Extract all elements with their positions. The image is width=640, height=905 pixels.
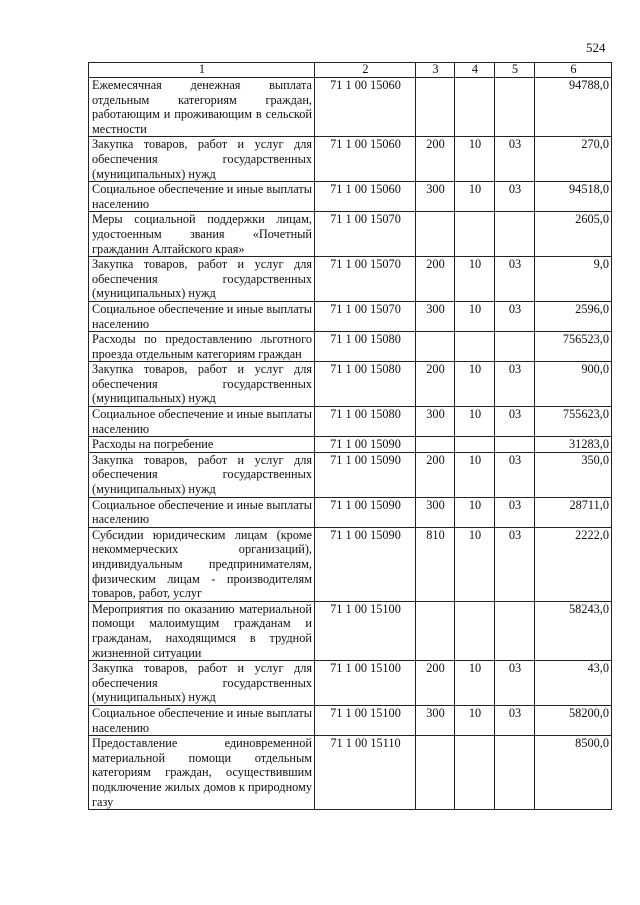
row-col-5: 03 [495, 497, 535, 527]
row-code: 71 1 00 15110 [315, 736, 416, 810]
table-row [89, 332, 612, 362]
row-col-3: 300 [416, 705, 455, 735]
row-code: 71 1 00 15090 [315, 437, 416, 453]
row-col-4: 10 [455, 452, 495, 497]
row-col-3: 200 [416, 257, 455, 302]
row-name: Субсидии юридическим лицам (кроме некоммерческих организаций), индивидуальным предпринимателям, физическим лицам - производителям товаров, работ, услуг [89, 527, 315, 601]
page-number: 524 [586, 40, 606, 55]
row-code: 71 1 00 15070 [315, 301, 416, 331]
row-code: 71 1 00 15080 [315, 407, 416, 437]
row-col-4: 10 [455, 705, 495, 735]
table-row [89, 497, 612, 527]
table-row [89, 301, 612, 331]
row-name: Предоставление единовременной материальной помощи отдельным категориям граждан, осуществившим подключение жилых домов к природному газу [89, 736, 315, 810]
table-row [89, 212, 612, 257]
row-col-4: 10 [455, 407, 495, 437]
row-code: 71 1 00 15080 [315, 362, 416, 407]
row-col-3: 300 [416, 301, 455, 331]
row-col-4: 10 [455, 497, 495, 527]
row-col-3: 200 [416, 661, 455, 706]
row-name: Социальное обеспечение и иные выплаты населению [89, 497, 315, 527]
header-col-1: 1 [89, 63, 315, 78]
header-col-6: 6 [535, 63, 612, 78]
row-col-3: 300 [416, 182, 455, 212]
row-amount: 58200,0 [535, 705, 612, 735]
row-col-5: 03 [495, 182, 535, 212]
row-name: Ежемесячная денежная выплата отдельным категориям граждан, работающим и проживающим в сельской местности [89, 78, 315, 137]
row-col-5: 03 [495, 301, 535, 331]
row-col-5: 03 [495, 705, 535, 735]
row-col-4: 10 [455, 362, 495, 407]
row-col-4: 10 [455, 661, 495, 706]
table-header [89, 63, 612, 78]
row-col-4: 10 [455, 182, 495, 212]
table-row [89, 661, 612, 706]
header-col-3: 3 [416, 63, 455, 78]
row-amount: 31283,0 [535, 437, 612, 453]
row-code: 71 1 00 15070 [315, 212, 416, 257]
table-row [89, 527, 612, 601]
table-row [89, 182, 612, 212]
row-col-4 [455, 332, 495, 362]
row-code: 71 1 00 15100 [315, 601, 416, 660]
table-row [89, 452, 612, 497]
row-col-4 [455, 601, 495, 660]
row-amount: 350,0 [535, 452, 612, 497]
row-col-4 [455, 437, 495, 453]
table-row [89, 407, 612, 437]
row-col-4: 10 [455, 301, 495, 331]
row-name: Расходы на погребение [89, 437, 315, 453]
table-row [89, 705, 612, 735]
row-name: Социальное обеспечение и иные выплаты населению [89, 182, 315, 212]
row-col-3 [416, 78, 455, 137]
header-row [89, 63, 612, 78]
row-name: Расходы по предоставлению льготного проезда отдельным категориям граждан [89, 332, 315, 362]
row-col-4: 10 [455, 257, 495, 302]
row-code: 71 1 00 15070 [315, 257, 416, 302]
table-row [89, 257, 612, 302]
header-col-2: 2 [315, 63, 416, 78]
row-col-3 [416, 212, 455, 257]
table-row [89, 437, 612, 453]
row-amount: 2605,0 [535, 212, 612, 257]
row-amount: 900,0 [535, 362, 612, 407]
row-code: 71 1 00 15060 [315, 78, 416, 137]
row-col-5: 03 [495, 137, 535, 182]
row-col-3 [416, 332, 455, 362]
row-name: Меры социальной поддержки лицам, удостоенным звания «Почетный гражданин Алтайского края» [89, 212, 315, 257]
row-amount: 94518,0 [535, 182, 612, 212]
row-name: Закупка товаров, работ и услуг для обеспечения государственных (муниципальных) нужд [89, 362, 315, 407]
table-body [89, 78, 612, 810]
row-col-5 [495, 332, 535, 362]
row-amount: 43,0 [535, 661, 612, 706]
row-amount: 2222,0 [535, 527, 612, 601]
header-col-4: 4 [455, 63, 495, 78]
row-name: Социальное обеспечение и иные выплаты населению [89, 407, 315, 437]
budget-table [88, 62, 612, 810]
row-name: Социальное обеспечение и иные выплаты населению [89, 705, 315, 735]
row-amount: 8500,0 [535, 736, 612, 810]
row-amount: 28711,0 [535, 497, 612, 527]
table-row [89, 601, 612, 660]
row-amount: 755623,0 [535, 407, 612, 437]
row-name: Закупка товаров, работ и услуг для обеспечения государственных (муниципальных) нужд [89, 661, 315, 706]
row-name: Закупка товаров, работ и услуг для обеспечения государственных (муниципальных) нужд [89, 137, 315, 182]
row-col-3 [416, 601, 455, 660]
row-col-4 [455, 212, 495, 257]
row-col-5: 03 [495, 407, 535, 437]
row-col-4: 10 [455, 137, 495, 182]
row-name: Закупка товаров, работ и услуг для обеспечения государственных (муниципальных) нужд [89, 257, 315, 302]
row-col-5 [495, 212, 535, 257]
row-amount: 94788,0 [535, 78, 612, 137]
row-col-5 [495, 78, 535, 137]
table-row [89, 78, 612, 137]
row-col-5 [495, 437, 535, 453]
row-amount: 756523,0 [535, 332, 612, 362]
row-col-3: 300 [416, 497, 455, 527]
row-col-5: 03 [495, 661, 535, 706]
row-col-3: 810 [416, 527, 455, 601]
row-code: 71 1 00 15090 [315, 527, 416, 601]
row-col-4: 10 [455, 527, 495, 601]
row-amount: 9,0 [535, 257, 612, 302]
row-code: 71 1 00 15100 [315, 661, 416, 706]
header-col-5: 5 [495, 63, 535, 78]
row-code: 71 1 00 15060 [315, 137, 416, 182]
row-col-4 [455, 736, 495, 810]
row-col-3: 200 [416, 452, 455, 497]
row-col-5 [495, 736, 535, 810]
row-code: 71 1 00 15060 [315, 182, 416, 212]
row-col-5: 03 [495, 527, 535, 601]
row-amount: 58243,0 [535, 601, 612, 660]
row-col-3 [416, 437, 455, 453]
row-col-3: 300 [416, 407, 455, 437]
row-col-5: 03 [495, 362, 535, 407]
row-col-3: 200 [416, 362, 455, 407]
table-row [89, 736, 612, 810]
row-col-4 [455, 78, 495, 137]
row-code: 71 1 00 15090 [315, 497, 416, 527]
row-name: Мероприятия по оказанию материальной помощи малоимущим гражданам и гражданам, находящимся в трудной жизненной ситуации [89, 601, 315, 660]
row-name: Социальное обеспечение и иные выплаты населению [89, 301, 315, 331]
row-name: Закупка товаров, работ и услуг для обеспечения государственных (муниципальных) нужд [89, 452, 315, 497]
row-amount: 2596,0 [535, 301, 612, 331]
row-col-3: 200 [416, 137, 455, 182]
row-code: 71 1 00 15080 [315, 332, 416, 362]
row-col-5: 03 [495, 452, 535, 497]
row-code: 71 1 00 15090 [315, 452, 416, 497]
row-col-3 [416, 736, 455, 810]
row-amount: 270,0 [535, 137, 612, 182]
row-code: 71 1 00 15100 [315, 705, 416, 735]
row-col-5 [495, 601, 535, 660]
table-row [89, 137, 612, 182]
table-row [89, 362, 612, 407]
row-col-5: 03 [495, 257, 535, 302]
